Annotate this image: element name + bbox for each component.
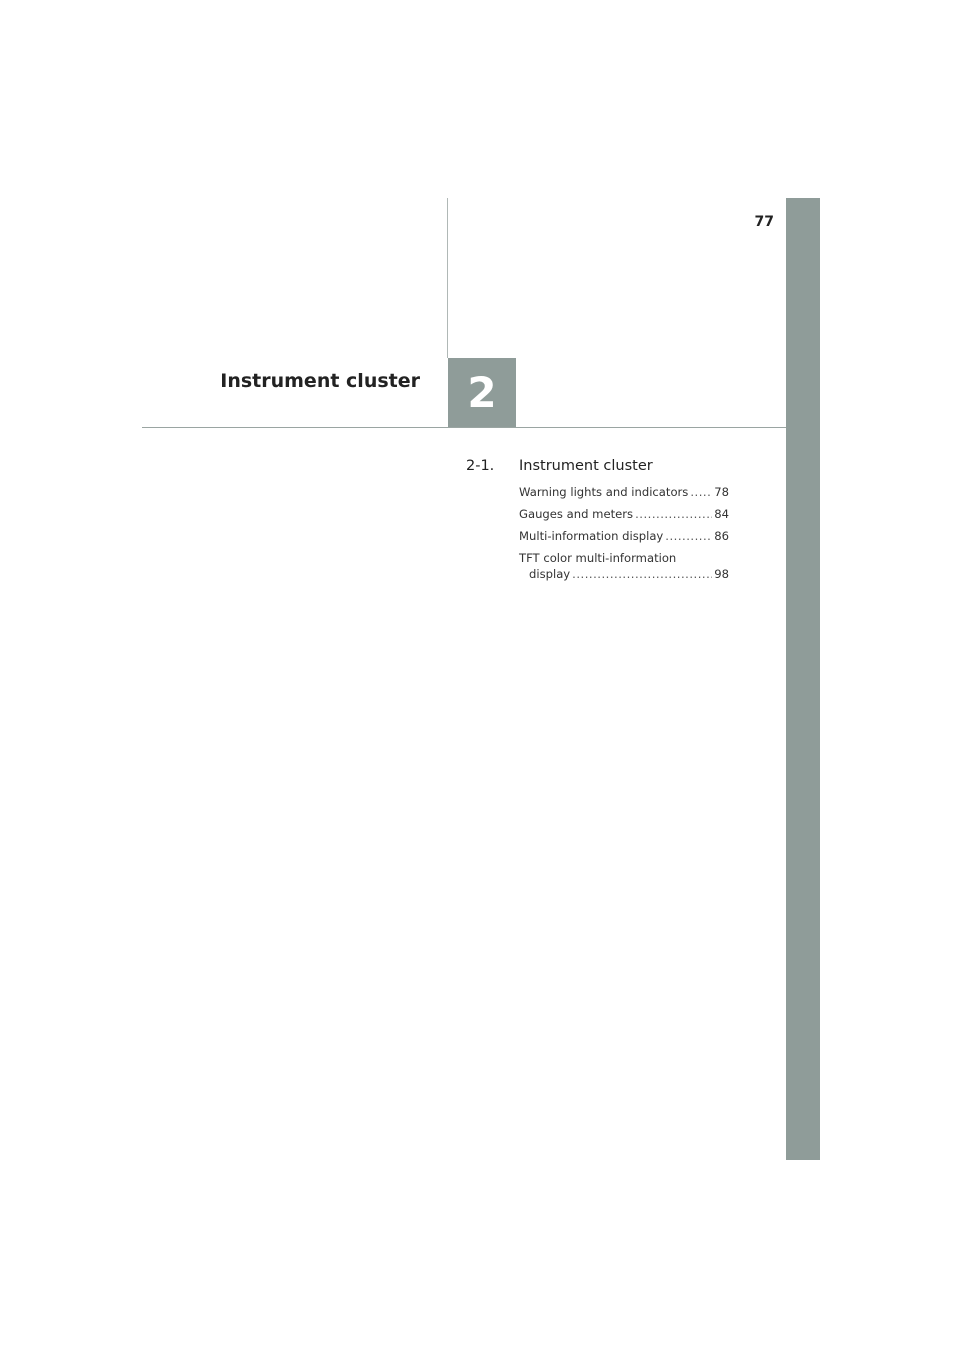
toc-leader-dots — [635, 506, 712, 522]
toc-item-label-line2: display — [529, 567, 571, 581]
toc-item-page: 98 — [714, 567, 729, 581]
section-title: Instrument cluster — [519, 458, 653, 474]
vertical-divider — [447, 198, 448, 358]
section-heading — [466, 458, 653, 474]
toc-item-label: Gauges and meters — [519, 507, 634, 521]
toc-item-tft-display[interactable] — [519, 550, 729, 588]
toc-item-label: Multi-information display — [519, 529, 664, 543]
table-of-contents — [519, 484, 729, 588]
toc-leader-dots — [572, 566, 712, 582]
toc-item-page: 84 — [714, 507, 729, 521]
toc-item-gauges-meters[interactable] — [519, 506, 729, 528]
toc-item-page: 86 — [714, 529, 729, 543]
toc-item-multi-information-display[interactable] — [519, 528, 729, 550]
chapter-side-tab — [786, 198, 820, 1160]
toc-item-warning-lights[interactable] — [519, 484, 729, 506]
horizontal-divider — [142, 427, 786, 428]
page-number: 77 — [754, 214, 774, 230]
toc-item-label-line1: TFT color multi-information — [519, 551, 677, 565]
toc-leader-dots — [665, 528, 712, 544]
toc-item-continuation — [519, 566, 729, 588]
section-number: 2-1. — [466, 458, 495, 474]
chapter-number-box: 2 — [448, 358, 516, 427]
toc-item-page: 78 — [714, 485, 729, 499]
chapter-title: Instrument cluster — [220, 370, 420, 392]
toc-item-label: Warning lights and indicators — [519, 485, 689, 499]
toc-leader-dots — [690, 484, 712, 500]
